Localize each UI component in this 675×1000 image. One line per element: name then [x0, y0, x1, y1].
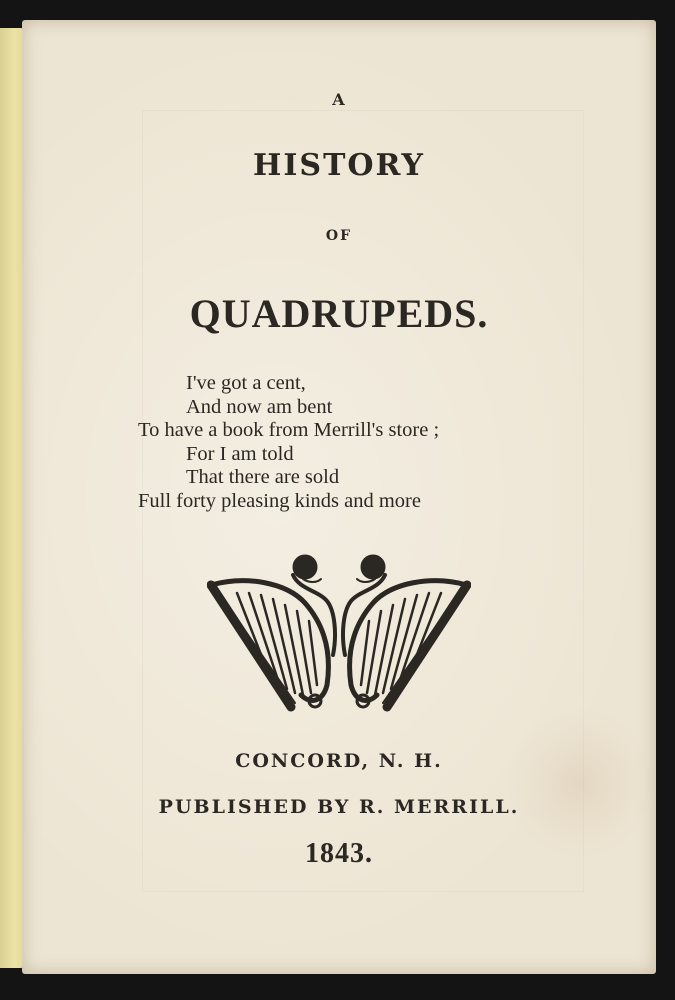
title-quadrupeds: QUADRUPEDS.	[189, 291, 489, 336]
previous-page-edge	[0, 28, 24, 968]
imprint-publisher: PUBLISHED BY R. MERRILL.	[158, 796, 520, 818]
imprint-year: 1843.	[305, 838, 373, 869]
verse-line: Full forty pleasing kinds and more	[138, 489, 421, 512]
verse-line: To have a book from Merrill's store ;	[138, 419, 440, 441]
title-page	[22, 20, 656, 974]
imprint-place: CONCORD, N. H.	[235, 750, 443, 772]
right-harp-icon	[343, 555, 467, 707]
title-history: HISTORY	[253, 148, 425, 183]
verse	[138, 372, 439, 513]
verse-line: I've got a cent,	[186, 372, 306, 394]
title-of: OF	[325, 228, 353, 244]
verse-line: For I am told	[186, 442, 294, 465]
title-article: A	[332, 90, 346, 109]
left-harp-icon	[211, 555, 335, 707]
verse-line: And now am bent	[186, 395, 333, 418]
verse-line: That there are sold	[186, 466, 340, 488]
twin-harps-icon	[207, 545, 471, 713]
